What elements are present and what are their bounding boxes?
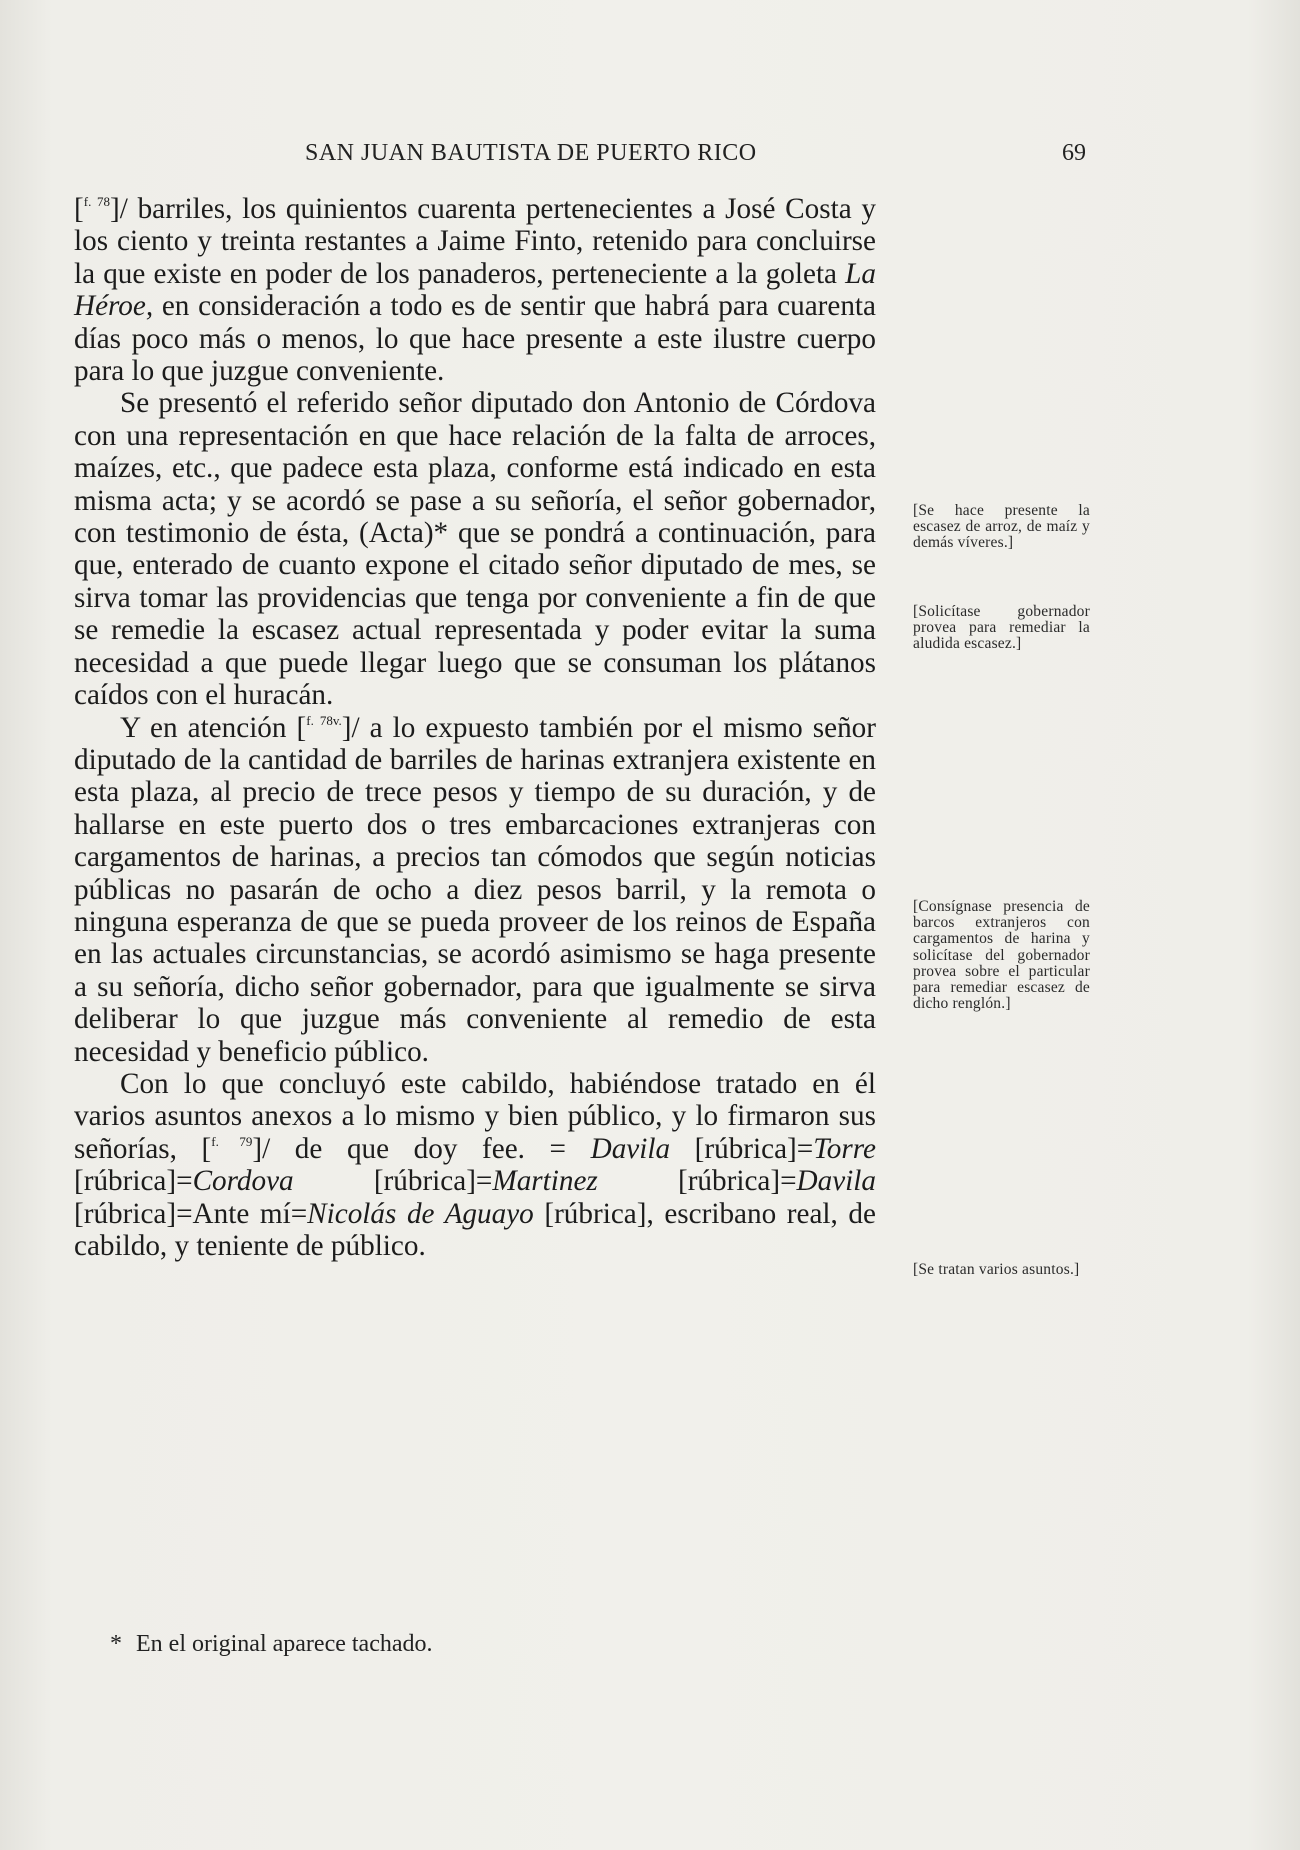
footnote	[110, 1631, 433, 1658]
ship-name: La Héroe,	[74, 257, 876, 323]
signature-davila: Davila	[590, 1132, 671, 1165]
signature-torre: Torre	[813, 1132, 876, 1165]
margin-note-3: [Consígnase presencia de barcos extranjeros con cargamentos de harina y solicítase del gobernador provea sobre el particular para remediar escasez de dicho renglón.]	[913, 898, 1090, 1013]
folio-ref-78v: f. 78v.	[306, 712, 342, 728]
footnote-mark: *	[110, 1631, 122, 1657]
paragraph-3: Y en atención [$^{f. 78v.}$]/ a lo expuesto también por el mismo señor diputado de la cantidad de barriles de harinas extranjera existente en esta plaza, al precio de trece pesos y tiempo de su duración, y de hallarse en este puerto dos o tres embarcaciones extranjeras con cargamentos de harinas, a precios tan cómodos que según noticias públicas no pasarán de ocho a diez pesos barril, y la remota o ninguna esperanza de que se pueda proveer de los reinos de España en las actuales circunstancias, se acordó asimismo se haga presente a su señoría, dicho señor gobernador, para que igualmente se sirva deliberar lo que juzgue más conveniente al remedio de esta necesidad y beneficio público.	[74, 711, 876, 1068]
paragraph-1-end: en consideración a todo es de sentir que habrá para cuarenta días poco más o menos, lo que hace presente a este ilustre cuerpo para lo que juzgue conveniente.	[74, 290, 876, 388]
paragraph-4-start: Con lo que concluyó este cabildo, habiéndose tratado en él varios asuntos anexos a lo mismo y bien público, y lo firmaron sus señorías,	[74, 1067, 876, 1165]
signature-davila-2: Davila	[796, 1165, 876, 1198]
running-title: SAN JUAN BAUTISTA DE PUERTO RICO	[305, 140, 757, 166]
rubrica-2: [rúbrica]	[74, 1165, 177, 1198]
folio-ref-79: f. 79	[211, 1133, 253, 1149]
main-text	[74, 193, 876, 1262]
paragraph-2: Se presentó el referido señor diputado don Antonio de Córdova con una representación en que hace relación de la falta de arroces, maízes, etc., que padece esta plaza, conforme está indicado en esta misma acta; y se acordó se pase a su señoría, el señor gobernador, con testimonio de ésta, (Acta)* que se pondrá a continuación, para que, enterado de cuanto expone el citado señor diputado de mes, se sirva tomar las providencias que tenga por conveniente a fin de que se remedie la escasez actual representada y poder evitar la suma necesidad a que puede llegar luego que se consuman los plátanos caídos con el huracán.	[74, 387, 876, 712]
signature-martinez: Martinez	[492, 1165, 598, 1198]
signature-cordova: Cordova	[192, 1165, 294, 1198]
paragraph-4-text: ]/ de que doy fee. =	[252, 1132, 591, 1165]
rubrica-5: [rúbrica]	[74, 1197, 177, 1230]
paragraph-4: Con lo que concluyó este cabildo, habiéndose tratado en él varios asuntos anexos a lo mismo y bien público, y lo firmaron sus señorías, [$^{f. 79}$]/ de que doy fee. = Davila [rúbrica]=Torre [rúbrica]=Cordova [rúbrica]=Martinez [rúbrica]=Davila [rúbrica]=Ante mí=Nicolás de Aguayo [rúbrica], escribano real, de cabildo, y teniente de público.	[74, 1067, 876, 1262]
footnote-text: En el original aparece tachado.	[136, 1631, 433, 1657]
rubrica-4: [rúbrica]	[677, 1165, 781, 1198]
paragraph-3-text: ]/ a lo expuesto también por el mismo señor diputado de la cantidad de barriles de harinas extranjera existente en esta plaza, al precio de trece pesos y tiempo de su duración, y de hallarse en este puerto dos o tres embarcaciones extranjeras con cargamentos de harinas, a precios tan cómodos que según noticias públicas no pasarán de ocho a diez pesos barril, y la remota o ninguna esperanza de que se pueda proveer de los reinos de España en las actuales circunstancias, se acordó asimismo se haga presente a su señoría, dicho señor gobernador, para que igualmente se sirva deliberar lo que juzgue más conveniente al remedio de esta necesidad y beneficio público.	[74, 711, 876, 1068]
paragraph-1-text: ]/ barriles, los quinientos cuarenta pertenecientes a José Costa y los ciento y treinta restantes a Jaime Finto, retenido para concluirse la que existe en poder de los panaderos, perteneciente a la goleta	[74, 193, 876, 290]
ante-mi: =Ante mí=	[176, 1197, 308, 1230]
rubrica-6: [rúbrica]	[544, 1197, 647, 1230]
margin-note-4: [Se tratan varios asuntos.]	[913, 1261, 1080, 1278]
signature-aguayo: Nicolás de Aguayo	[307, 1197, 534, 1230]
rubrica-1: [rúbrica]	[694, 1132, 797, 1165]
paragraph-3-start: Y en atención	[120, 711, 297, 744]
paragraph-1: [$^{f. 78}$]/ barriles, los quinientos cuarenta pertenecientes a José Costa y los ciento y treinta restantes a Jaime Finto, retenido para concluirse la que existe en poder de los panaderos, perteneciente a la goleta La Héroe, en consideración a todo es de sentir que habrá para cuarenta días poco más o menos, lo que hace presente a este ilustre cuerpo para lo que juzgue conveniente.	[74, 193, 876, 388]
closing-text: , escribano real, de cabildo, y teniente de público.	[74, 1197, 876, 1262]
rubrica-3: [rúbrica]	[373, 1165, 476, 1198]
page-number: 69	[1062, 140, 1086, 166]
margin-note-2: [Solicítase gobernador provea para remediar la aludida escasez.]	[913, 603, 1090, 653]
folio-ref-78: f. 78	[83, 194, 111, 209]
margin-note-1: [Se hace presente la escasez de arroz, de maíz y demás víveres.]	[913, 502, 1090, 552]
